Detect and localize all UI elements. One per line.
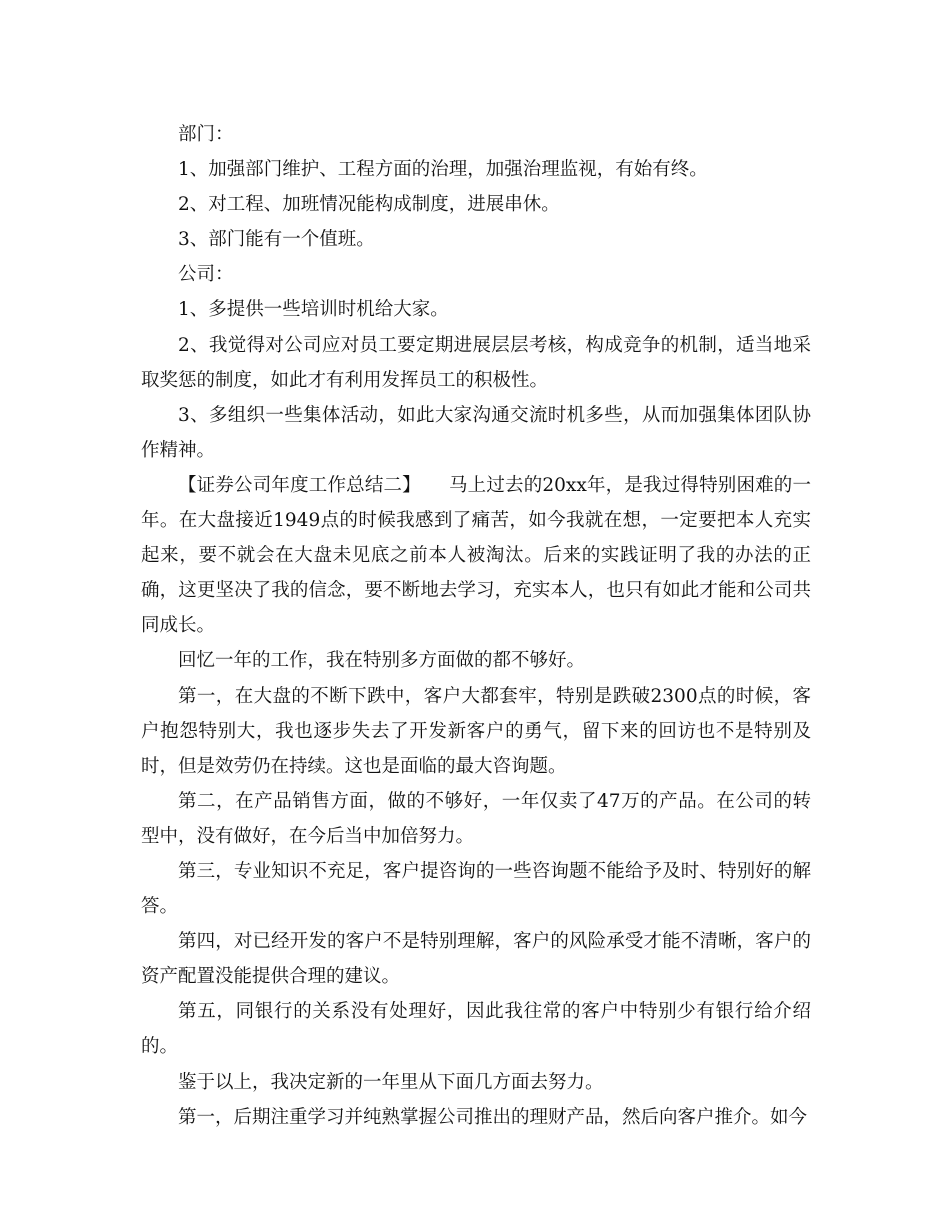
paragraph-dept-item-1: 1、加强部门维护、工程方面的治理，加强治理监视，有始有终。	[178, 159, 708, 181]
paragraph-company-item-3: 3、多组织一些集体活动，如此大家沟通交流时机多些，从而加强集体团队协作精神。	[141, 404, 811, 461]
paragraph-dept-item-2: 2、对工程、加班情况能构成制度，进展串休。	[178, 194, 560, 216]
document-body	[141, 117, 811, 1135]
paragraph-dept-item-3: 3、部门能有一个值班。	[178, 229, 375, 251]
paragraph-issue-2: 第二，在产品销售方面，做的不够好，一年仅卖了47万的产品。在公司的转型中，没有做好，在今后当中加倍努力。	[141, 790, 811, 847]
paragraph-company-item-2: 2、我觉得对公司应对员工要定期进展层层考核，构成竞争的机制，适当地采取奖惩的制度，如此才有利用发挥员工的积极性。	[141, 334, 811, 391]
paragraph-issue-4: 第四，对已经开发的客户不是特别理解，客户的风险承受才能不清晰，客户的资产配置没能提供合理的建议。	[141, 931, 811, 988]
paragraph-company-heading: 公司：	[178, 264, 234, 286]
paragraph-plan-intro: 鉴于以上，我决定新的一年里从下面几方面去努力。	[178, 1071, 604, 1093]
paragraph-summary-two-intro: 【证券公司年度工作总结二】 马上过去的20xx年，是我过得特别困难的一年。在大盘接近1949点的时候我感到了痛苦，如今我就在想，一定要把本人充实起来，要不就会在大盘未见底之前本人被淘汰。后来的实践证明了我的办法的正确，这更坚决了我的信念，要不断地去学习，充实本人，也只有如此才能和公司共同成长。	[141, 474, 811, 637]
paragraph-company-item-1: 1、多提供一些培训时机给大家。	[178, 299, 449, 321]
paragraph-review: 回忆一年的工作，我在特别多方面做的都不够好。	[178, 650, 586, 672]
paragraph-plan-1: 第一，后期注重学习并纯熟掌握公司推出的理财产品，然后向客户推介。如今	[178, 1106, 808, 1128]
paragraph-issue-1: 第一，在大盘的不断下跌中，客户大都套牢，特别是跌破2300点的时候，客户抱怨特别大，我也逐步失去了开发新客户的勇气，留下来的回访也不是特别及时，但是效劳仍在持续。这也是面临的最大咨询题。	[141, 685, 811, 777]
paragraph-issue-3: 第三，专业知识不充足，客户提咨询的一些咨询题不能给予及时、特别好的解答。	[141, 860, 811, 918]
paragraph-issue-5: 第五，同银行的关系没有处理好，因此我往常的客户中特别少有银行给介绍的。	[141, 1001, 811, 1058]
paragraph-dept-heading: 部门：	[178, 124, 234, 145]
